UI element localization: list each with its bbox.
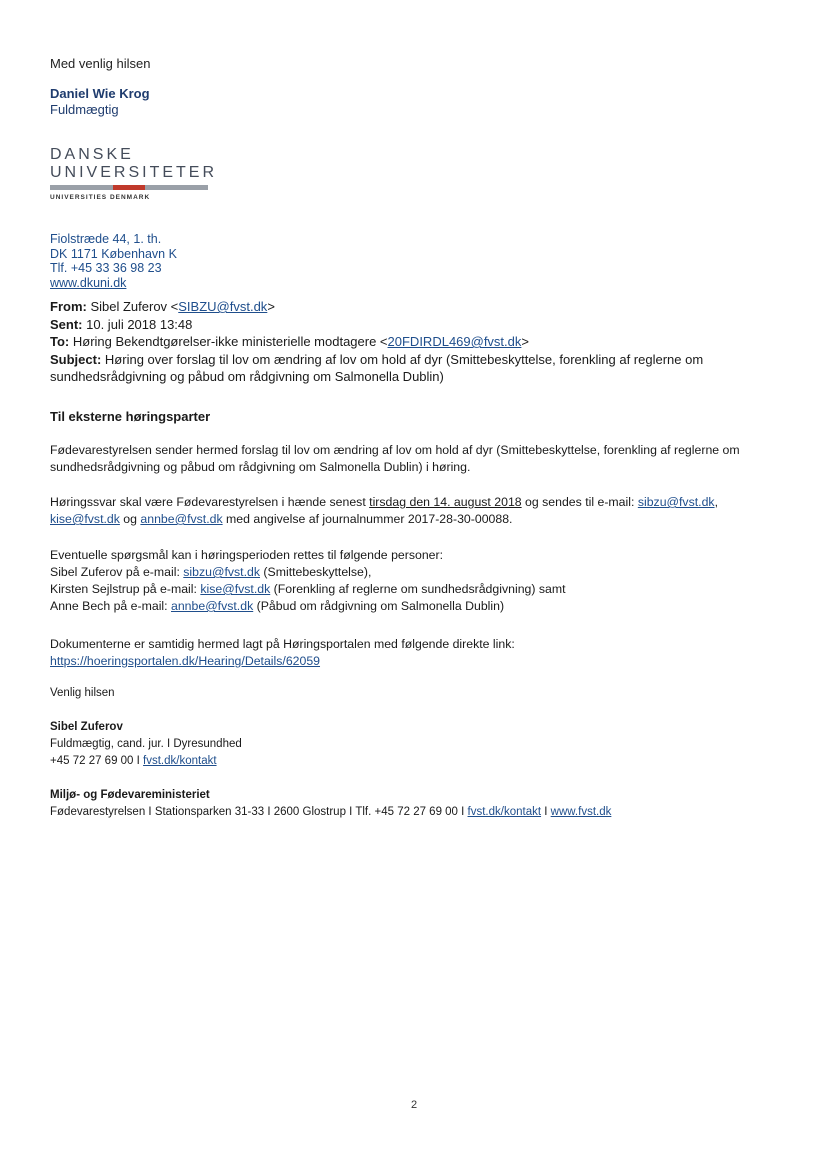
closing: Venlig hilsen — [50, 687, 115, 699]
sender-name: Sibel Zuferov — [50, 721, 123, 733]
sender-block — [50, 719, 780, 770]
subject-value: Høring over forslag til lov om ændring af lov om hold af dyr (Smittebeskyttelse, forenkling af reglerne om sundhedsrådgivning og påbud om rådgivning om Salmonella Dublin) — [50, 351, 704, 384]
contact-3-topic: (Påbud om rådgivning om Salmonella Dublin) — [253, 599, 505, 613]
signature-title: Fuldmægtig — [50, 102, 119, 117]
contact-3-name: Anne Bech på e-mail: — [50, 599, 171, 613]
to-email-link[interactable]: 20FDIRDL469@fvst.dk — [387, 334, 522, 349]
subject-line — [50, 351, 780, 386]
signature-greeting: Med venlig hilsen — [50, 56, 151, 71]
ministry-address: Fødevarestyrelsen I Stationsparken 31-33 I 2600 Glostrup I Tlf. +45 72 27 69 00 I — [50, 806, 468, 818]
ministry-name: Miljø- og Fødevareministeriet — [50, 789, 210, 801]
from-line — [50, 298, 780, 316]
contact-2-name: Kirsten Sejlstrup på e-mail: — [50, 582, 201, 596]
email-link-sibzu[interactable]: sibzu@fvst.dk — [637, 495, 715, 509]
from-label: From: — [50, 299, 87, 314]
signature-name: Daniel Wie Krog — [50, 86, 150, 101]
contact-2 — [50, 581, 780, 598]
page-number: 2 — [410, 1099, 418, 1111]
para2-text-a: Høringssvar skal være Fødevarestyrelsen i hænde senest — [50, 495, 370, 509]
body-heading: Til eksterne høringsparter — [50, 409, 211, 424]
signature-address — [50, 232, 177, 290]
para2-sep-2: og — [119, 512, 141, 526]
to-line — [50, 333, 780, 351]
to-label: To: — [50, 334, 70, 349]
contacts-intro: Eventuelle spørgsmål kan i høringsperioden rettes til følgende personer: — [50, 548, 444, 562]
contact-1-name: Sibel Zuferov på e-mail: — [50, 565, 184, 579]
para2-text-b: og sendes til e-mail: — [521, 495, 638, 509]
contact-1 — [50, 564, 780, 581]
danske-universiteter-logo — [50, 146, 218, 206]
logo-line-1: DANSKE — [50, 146, 134, 163]
website-link[interactable]: www.dkuni.dk — [50, 275, 127, 290]
paragraph-3 — [50, 547, 780, 615]
ministry-contact-link[interactable]: fvst.dk/kontakt — [467, 806, 542, 818]
deadline-text: tirsdag den 14. august 2018 — [369, 495, 522, 509]
logo-line-3: UNIVERSITIES DENMARK — [50, 194, 151, 201]
logo-line-2: UNIVERSITETER — [50, 164, 218, 181]
sent-value: 10. juli 2018 13:48 — [86, 316, 193, 332]
from-close: > — [267, 299, 275, 314]
portal-text: Dokumenterne er samtidig hermed lagt på Høringsportalen med følgende direkte link: — [50, 637, 515, 651]
para2-text-c: med angivelse af journalnummer 2017-28-30-00088. — [222, 512, 513, 526]
ministry-sep: I — [541, 806, 551, 818]
ministry-line — [50, 804, 780, 821]
to-close: > — [521, 334, 529, 349]
ministry-block — [50, 787, 780, 821]
address-line-1: Fiolstræde 44, 1. th. — [50, 232, 162, 246]
sender-title: Fuldmægtig, cand. jur. I Dyresundhed — [50, 738, 242, 750]
contact-1-email-link[interactable]: sibzu@fvst.dk — [183, 565, 261, 579]
sent-label: Sent: — [50, 316, 83, 332]
para2-sep-1: , — [714, 495, 718, 509]
address-phone: Tlf. +45 33 36 98 23 — [50, 261, 162, 275]
contact-2-email-link[interactable]: kise@fvst.dk — [200, 582, 271, 596]
paragraph-1: Fødevarestyrelsen sender hermed forslag til lov om ændring af lov om hold af dyr (Smittebeskyttelse, forenkling af reglerne om sundhedsrådgivning og påbud om rådgivning om Salmonella Dublin) i høring. — [50, 443, 740, 474]
from-email-link[interactable]: SIBZU@fvst.dk — [178, 299, 268, 314]
email-link-annbe[interactable]: annbe@fvst.dk — [140, 512, 223, 526]
contact-1-topic: (Smittebeskyttelse), — [260, 565, 372, 579]
to-name: Høring Bekendtgørelser-ikke ministerielle modtagere < — [72, 334, 388, 349]
email-link-kise[interactable]: kise@fvst.dk — [50, 512, 120, 526]
sender-phone: +45 72 27 69 00 I — [50, 755, 144, 767]
sender-contact-link[interactable]: fvst.dk/kontakt — [143, 755, 217, 767]
contact-3-email-link[interactable]: annbe@fvst.dk — [171, 599, 254, 613]
paragraph-4 — [50, 636, 780, 670]
address-line-2: DK 1171 København K — [50, 246, 177, 261]
sent-line — [50, 316, 780, 334]
email-header — [50, 298, 780, 386]
logo-bar — [50, 185, 208, 190]
contact-2-topic: (Forenkling af reglerne om sundhedsrådgivning) samt — [270, 582, 566, 596]
portal-link[interactable]: https://hoeringsportalen.dk/Hearing/Details/62059 — [50, 654, 321, 668]
paragraph-2 — [50, 494, 780, 528]
subject-label: Subject: — [50, 351, 102, 367]
from-name: Sibel Zuferov < — [90, 299, 179, 314]
sender-contact — [50, 753, 780, 770]
contact-3 — [50, 598, 780, 615]
ministry-website-link[interactable]: www.fvst.dk — [550, 806, 612, 818]
